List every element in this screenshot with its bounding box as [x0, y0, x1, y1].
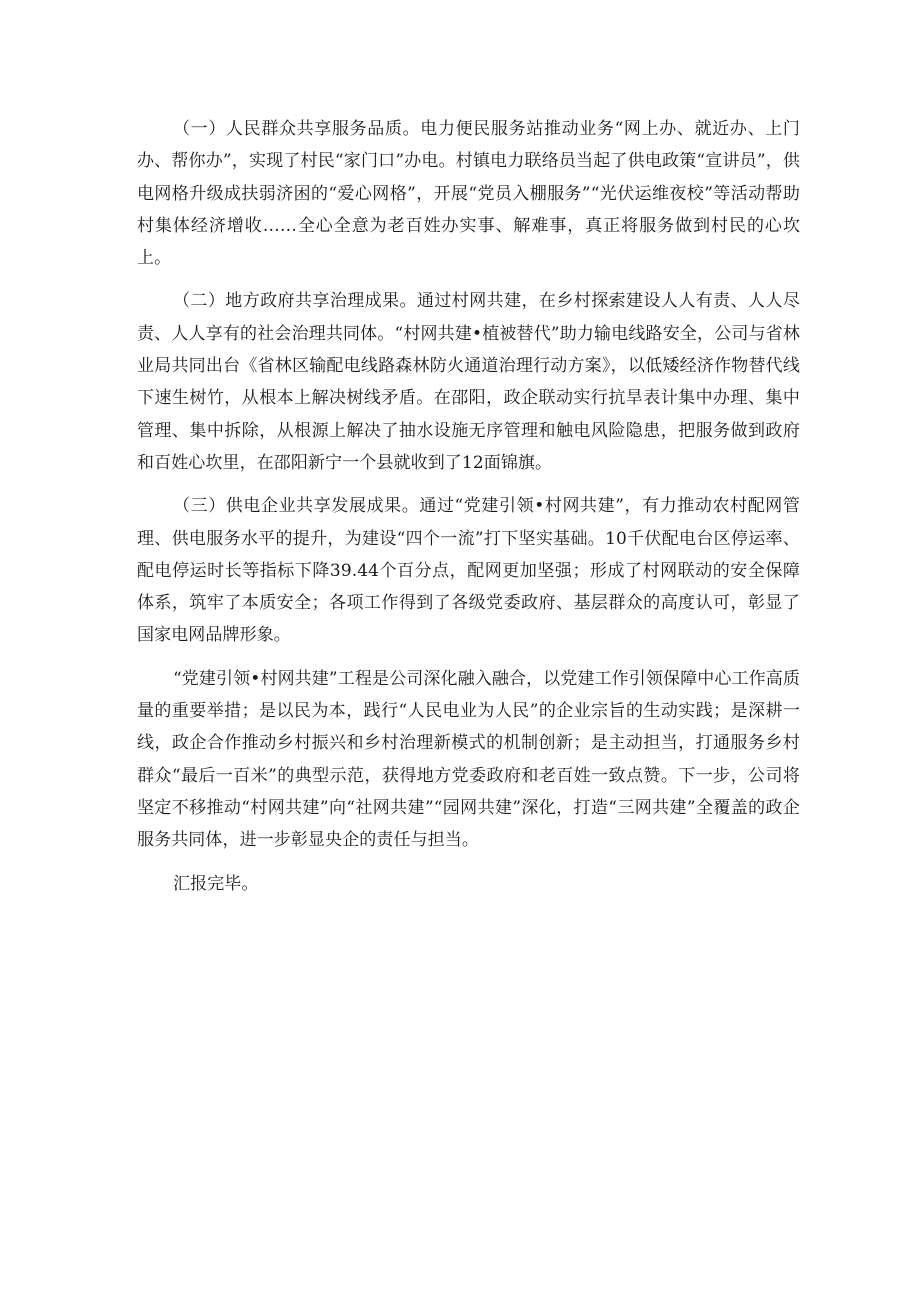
document-body [137, 113, 800, 911]
paragraph-government-governance: （二）地方政府共享治理成果。通过村网共建，在乡村探索建设人人有责、人人尽责、人人享有的社会治理共同体。“村网共建•植被替代”助力输电线路安全，公司与省林业局共同出台《省林区输配电线路森林防火通道治理行动方案》，以低矮经济作物替代线下速生树竹，从根本上解决树线矛盾。在邵阳，政企联动实行抗旱表计集中办理、集中管理、集中拆除，从根源上解决了抽水设施无序管理和触电风险隐患，把服务做到政府和百姓心坎里，在邵阳新宁一个县就收到了12面锦旗。 [137, 291, 800, 473]
paragraph-enterprise-development: （三）供电企业共享发展成果。通过“党建引领•村网共建”，有力推动农村配网管理、供电服务水平的提升，为建设“四个一流”打下坚实基础。10千伏配电台区停运率、配电停运时长等指标下降39.44个百分点，配网更加坚强；形成了村网联动的安全保障体系，筑牢了本质安全；各项工作得到了各级党委政府、基层群众的高度认可，彰显了国家电网品牌形象。 [137, 496, 800, 646]
closing-line: 汇报完毕。 [173, 873, 259, 894]
paragraph-project-summary: “党建引领•村网共建”工程是公司深化融入融合，以党建工作引领保障中心工作高质量的重要举措；是以民为本，践行“人民电业为人民”的企业宗旨的生动实践；是深耕一线，政企合作推动乡村振兴和乡村治理新模式的机制创新；是主动担当，打通服务乡村群众“最后一百米”的典型示范，获得地方党委政府和老百姓一致点赞。下一步，公司将坚定不移推动“村网共建”向“社网共建”“园网共建”深化，打造“三网共建”全覆盖的政企服务共同体，进一步彰显央企的责任与担当。 [137, 668, 800, 851]
paragraph-people-service: （一）人民群众共享服务品质。电力便民服务站推动业务“网上办、就近办、上门办、帮你办”，实现了村民“家门口”办电。村镇电力联络员当起了供电政策“宣讲员”，供电网格升级成扶弱济困的“爱心网格”，开展“党员入棚服务”“光伏运维夜校”等活动帮助村集体经济增收……全心全意为老百姓办实事、解难事，真正将服务做到村民的心坎上。 [137, 119, 800, 269]
